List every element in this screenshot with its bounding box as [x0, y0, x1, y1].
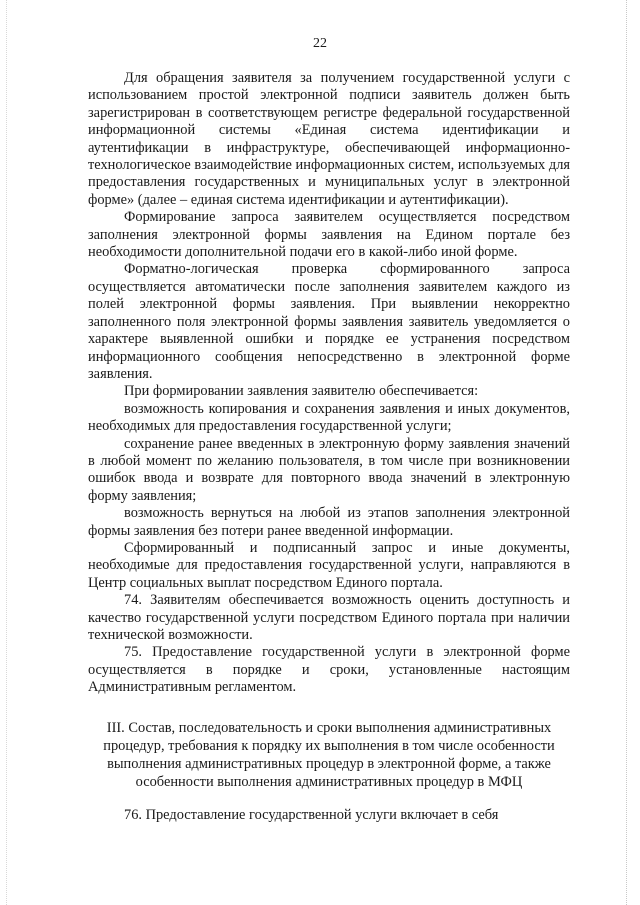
section-heading-iii: III. Состав, последовательность и сроки выполнения административных процедур, требования к порядку их выполнения в том числе особенности выполнения административных процедур в электронной форме, а также особенности выполнения административных процедур в МФЦ	[103, 719, 555, 790]
scan-edge-right	[626, 0, 628, 905]
paragraph-electronic-signature: Для обращения заявителя за получением государственной услуги с использованием простой электронной подписи заявитель должен быть зарегистрирован в соответствующем регистре федеральной государственной информационной системы «Единая система идентификации и аутентификации в инфраструктуре, обеспечивающей информационно-технологическое взаимодействие информационных систем, используемых для предоставления государственных и муниципальных услуг в электронной форме» (далее – единая система идентификации и аутентификации).	[88, 70, 570, 208]
document-body	[88, 70, 570, 824]
paragraph-provided-features: При формировании заявления заявителю обеспечивается:	[124, 383, 479, 400]
paragraph-keep-values: сохранение ранее введенных в электронную форму заявления значений в любой момент по желанию пользователя, в том числе при возникновении ошибок ввода и возврате для повторного ввода значений в электронную форму заявления;	[88, 435, 570, 504]
paragraph-request-forming: Формирование запроса заявителем осуществляется посредством заполнения электронной формы заявления на Едином портале без необходимости дополнительной подачи его в какой-либо иной форме.	[88, 209, 570, 261]
paragraph-format-check: Форматно-логическая проверка сформированного запроса осуществляется автоматически после заполнения заявителем каждого из полей электронной формы заявления. При выявлении некорректно заполненного поля электронной формы заявления заявитель уведомляется о характере выявленной ошибки и порядке ее устранения посредством информационного сообщения непосредственно в электронной форме заявления.	[88, 261, 570, 382]
paragraph-76: 76. Предоставление государственной услуги включает в себя	[124, 806, 499, 823]
paragraph-return-to-step: возможность вернуться на любой из этапов заполнения электронной формы заявления без потери ранее введенной информации.	[88, 505, 570, 539]
scan-edge-left	[6, 0, 8, 905]
heading-spacer	[88, 791, 570, 807]
page-number: 22	[313, 36, 327, 51]
paragraph-submission: Сформированный и подписанный запрос и иные документы, необходимые для предоставления государственной услуги, направляются в Центр социальных выплат посредством Единого портала.	[88, 539, 570, 591]
paragraph-copy-save: возможность копирования и сохранения заявления и иных документов, необходимых для предоставления государственной услуги;	[88, 400, 570, 435]
paragraph-75: 75. Предоставление государственной услуги в электронной форме осуществляется в порядке и сроки, установленные настоящим Административным регламентом.	[88, 644, 570, 696]
paragraph-74: 74. Заявителям обеспечивается возможность оценить доступность и качество государственной услуги посредством Единого портала при наличии технической возможности.	[88, 592, 570, 643]
